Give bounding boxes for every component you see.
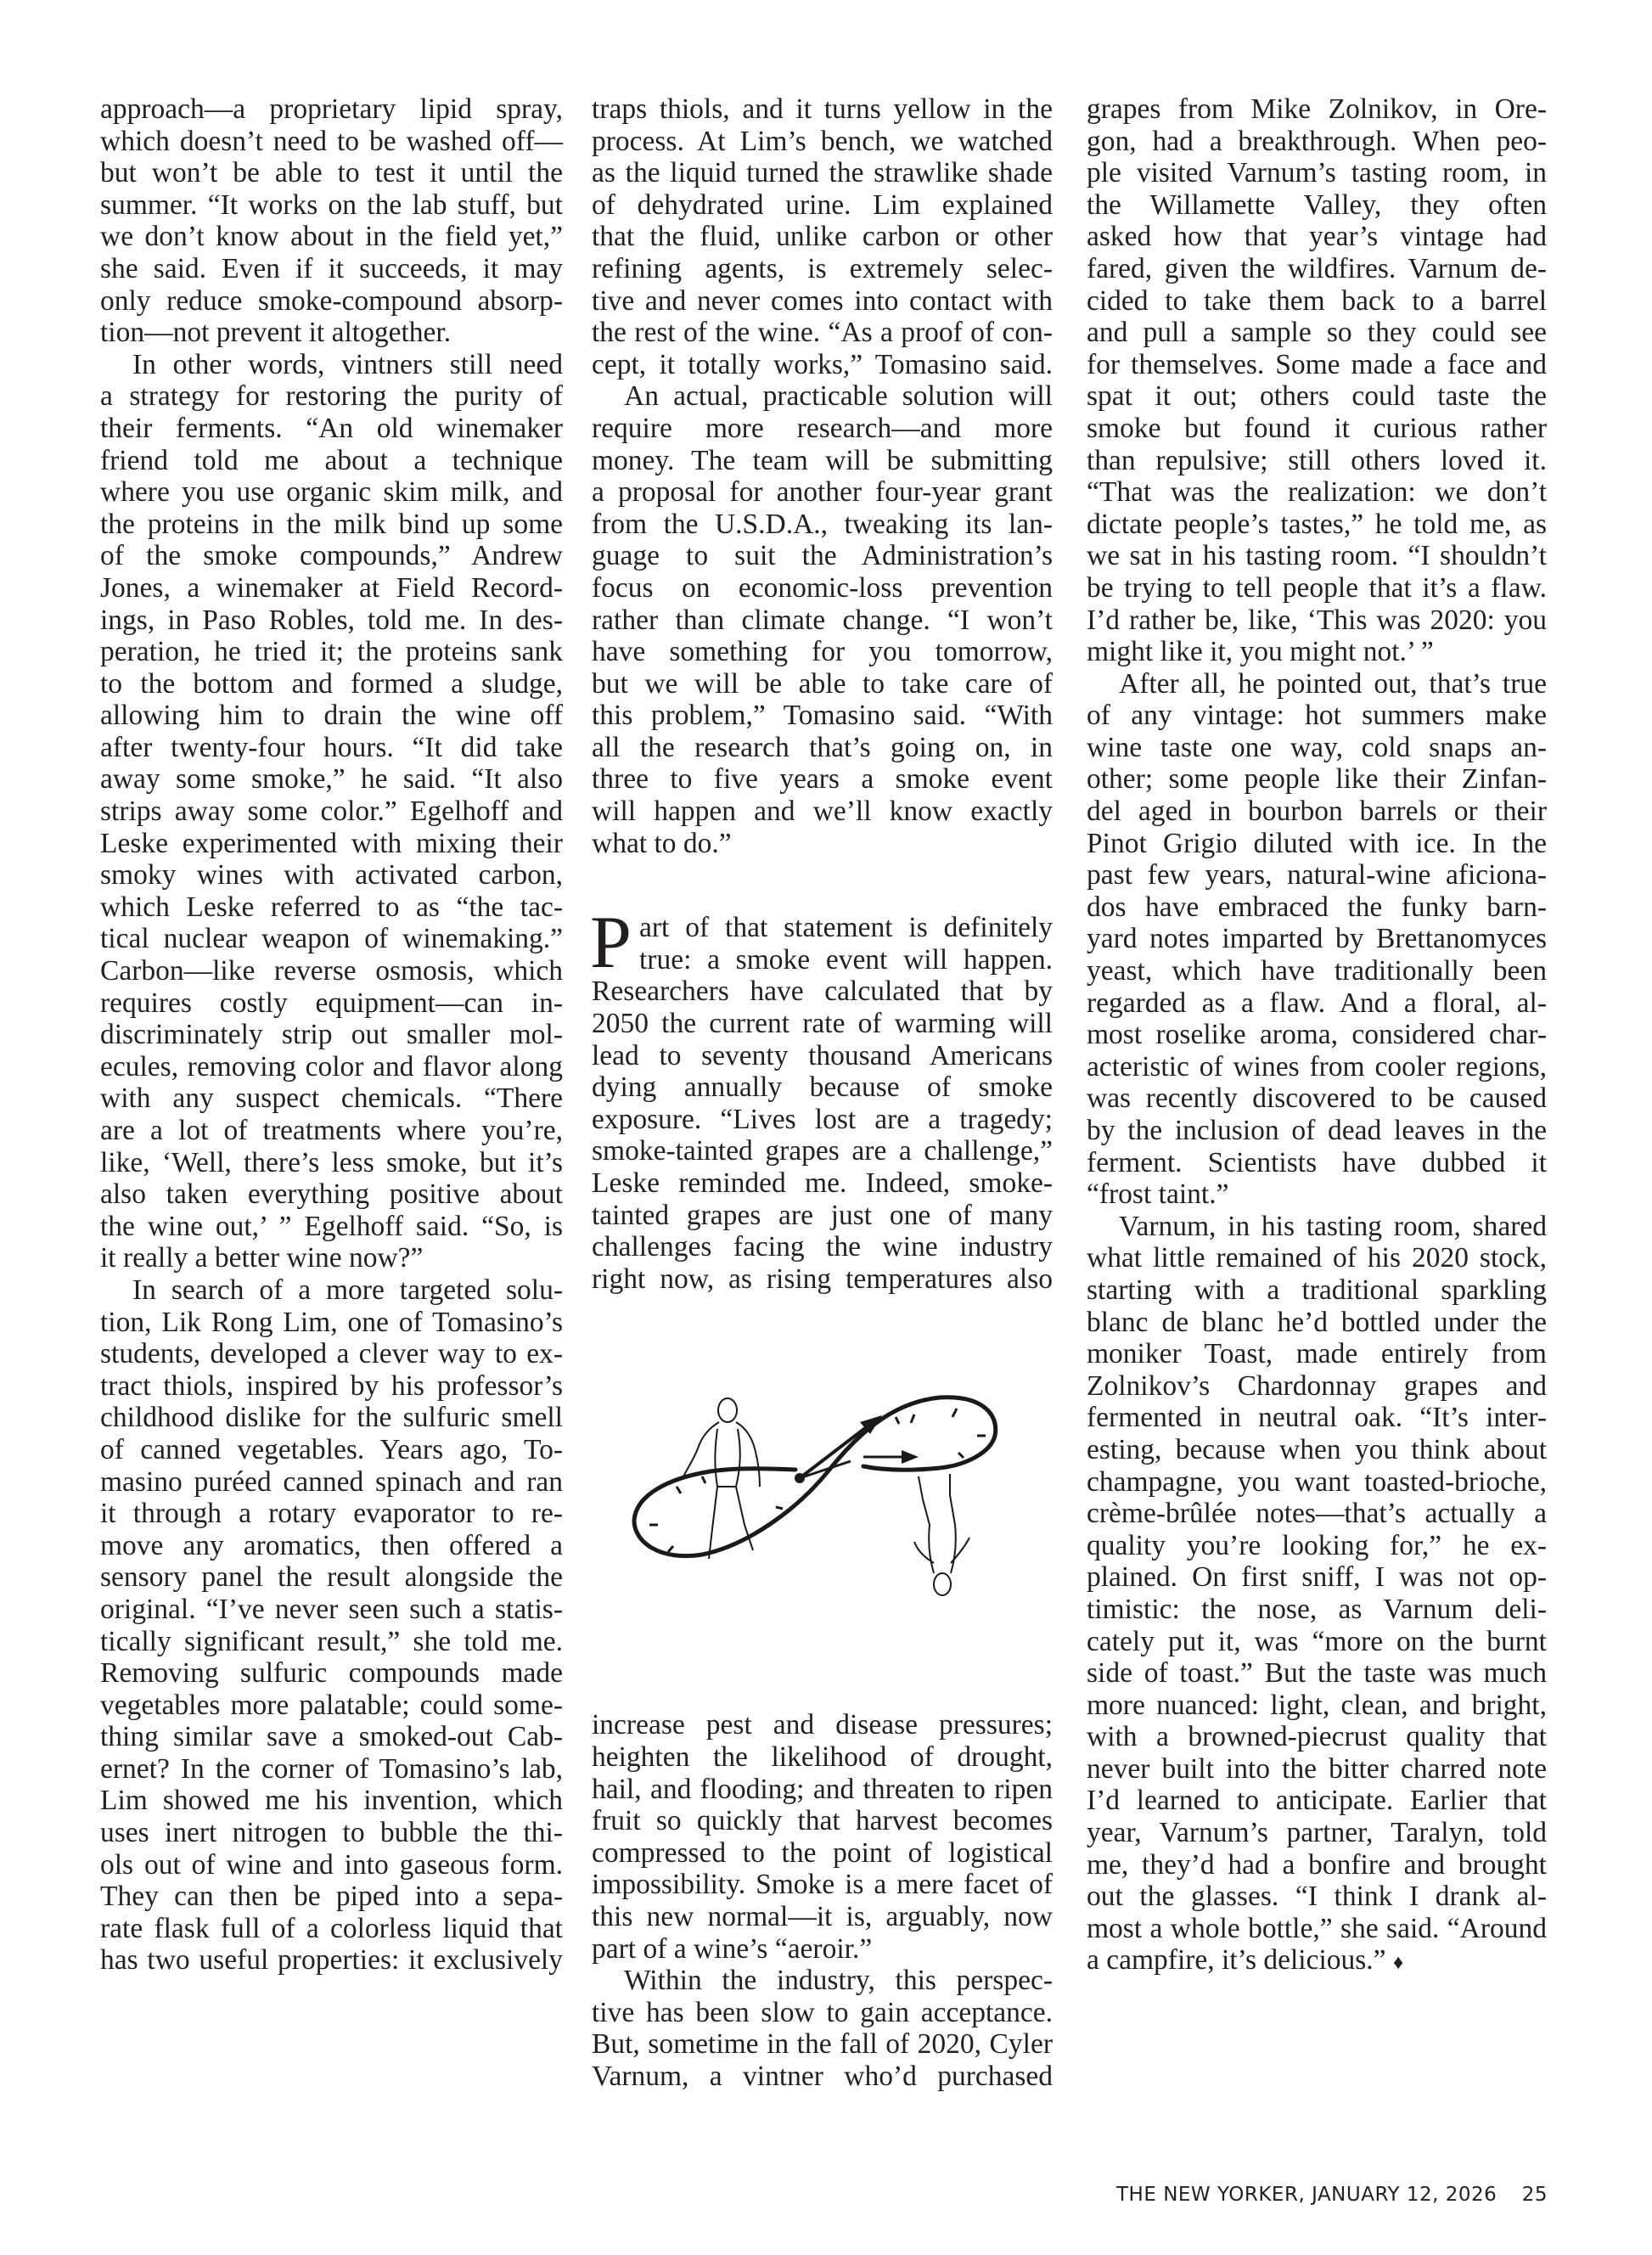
- text-line: all the research that’s going on, in: [592, 731, 1053, 763]
- text-line: I’d learned to anticipate. Earlier that: [1087, 1785, 1547, 1817]
- text-line: ferment. Scientists have dubbed it: [1087, 1146, 1547, 1178]
- text-line: of canned vegetables. Years ago, To-: [100, 1433, 563, 1465]
- text-line: process. At Lim’s bench, we watched: [592, 125, 1053, 157]
- text-line: crème-brûlée notes—that’s actually a: [1087, 1498, 1547, 1530]
- text-line: Jones, a winemaker at Field Record-: [100, 571, 563, 604]
- text-line: spat it out; others could taste the: [1087, 380, 1547, 413]
- text-line: fared, given the wildfires. Varnum de-: [1087, 252, 1547, 284]
- text-line: masino puréed canned spinach and ran: [100, 1465, 563, 1498]
- drop-cap: P: [590, 902, 632, 985]
- text-line: Leske reminded me. Indeed, smoke-: [592, 1167, 1053, 1199]
- text-line: students, developed a clever way to ex-: [100, 1338, 563, 1370]
- column-3: [1087, 93, 1547, 1977]
- column-1: [100, 93, 563, 1977]
- text-line: thing similar save a smoked-out Cab-: [100, 1721, 563, 1753]
- column-2-mid-text: [592, 976, 1053, 1295]
- text-line: like, ‘Well, there’s less smoke, but it’s: [100, 1146, 563, 1178]
- text-line: the rest of the wine. “As a proof of con-: [592, 317, 1053, 349]
- text-line: where you use organic skim milk, and: [100, 476, 563, 509]
- text-line: wine taste one way, cold snaps an-: [1087, 731, 1547, 763]
- text-line: blanc de blanc he’d bottled under the: [1087, 1306, 1547, 1338]
- text-line: have something for you tomorrow,: [592, 636, 1053, 668]
- text-line: for themselves. Some made a face and: [1087, 348, 1547, 380]
- text-line: tically significant result,” she told me.: [100, 1625, 563, 1657]
- text-line: Within the industry, this perspec-: [624, 1965, 1053, 1997]
- text-line: by the inclusion of dead leaves in the: [1087, 1115, 1547, 1146]
- text-line: vegetables more palatable; could some-: [100, 1689, 563, 1721]
- text-line: this problem,” Tomasino said. “With: [592, 700, 1053, 732]
- text-line: we don’t know about in the field yet,”: [100, 221, 563, 253]
- text-line: the proteins in the milk bind up some: [100, 508, 563, 540]
- text-line: what to do.”: [592, 827, 732, 859]
- text-line: grapes from Mike Zolnikov, in Ore-: [1087, 93, 1547, 125]
- text-line: compressed to the point of logistical: [592, 1836, 1053, 1869]
- text-line: be trying to tell people that it’s a flaw.: [1087, 571, 1547, 604]
- text-line: it through a rotary evaporator to re-: [100, 1498, 563, 1530]
- text-line: cided to take them back to a barrel: [1087, 284, 1547, 317]
- text-line: uses inert nitrogen to bubble the thi-: [100, 1817, 563, 1849]
- text-line: more nuanced: light, clean, and bright,: [1087, 1689, 1547, 1721]
- text-line: champagne, you want toasted-brioche,: [1087, 1465, 1547, 1498]
- text-line: Varnum, in his tasting room, shared: [1119, 1210, 1547, 1242]
- text-line: An actual, practicable solution will: [624, 380, 1053, 413]
- text-line: only reduce smoke-compound absorp-: [100, 284, 563, 317]
- text-line: I’d rather be, like, ‘This was 2020: you: [1087, 604, 1547, 636]
- text-line: They can then be piped into a sepa-: [100, 1881, 563, 1913]
- text-line: impossibility. Smoke is a mere facet of: [592, 1869, 1053, 1901]
- column-2-bottom-text: [592, 1709, 1053, 2092]
- text-line: ols out of wine and into gaseous form.: [100, 1848, 563, 1881]
- text-line: she said. Even if it succeeds, it may: [100, 252, 563, 284]
- text-line: strips away some color.” Egelhoff and: [100, 796, 563, 828]
- text-line: focus on economic-loss prevention: [592, 571, 1053, 604]
- text-line: “That was the realization: we don’t: [1087, 476, 1547, 509]
- text-line: past few years, natural-wine aficiona-: [1087, 859, 1547, 891]
- text-line: ecules, removing color and flavor along: [100, 1050, 563, 1083]
- text-line: side of toast.” But the taste was much: [1087, 1657, 1547, 1690]
- text-line: a proposal for another four-year grant: [592, 476, 1053, 509]
- text-line: lead to seventy thousand Americans: [592, 1039, 1053, 1071]
- text-line: to the bottom and formed a sludge,: [100, 667, 563, 700]
- text-line: than repulsive; still others loved it.: [1087, 444, 1547, 476]
- text-line: childhood dislike for the sulfuric smell: [100, 1402, 563, 1434]
- text-line: what little remained of his 2020 stock,: [1087, 1242, 1547, 1274]
- infinity-clock-illustration-icon: [617, 1351, 1025, 1631]
- text-line: might like it, you might not.’ ”: [1087, 636, 1434, 668]
- text-line: from the U.S.D.A., tweaking its lan-: [592, 508, 1053, 540]
- text-line: fruit so quickly that harvest becomes: [592, 1805, 1053, 1837]
- text-line: plained. On first sniff, I was not op-: [1087, 1561, 1547, 1594]
- text-line: money. The team will be submitting: [592, 444, 1053, 476]
- text-line: most a whole bottle,” she said. “Around: [1087, 1912, 1547, 1944]
- text-line: of dehydrated urine. Lim explained: [592, 188, 1053, 221]
- text-line: traps thiols, and it turns yellow in the: [592, 93, 1053, 125]
- text-line: the Willamette Valley, they often: [1087, 188, 1547, 221]
- dropcap-paragraph-line-2: true: a smoke event will happen.: [639, 943, 1053, 976]
- text-line: tract thiols, inspired by his professor’s: [100, 1369, 563, 1402]
- text-line: In other words, vintners still need: [132, 348, 563, 380]
- page-number: 25: [1521, 2184, 1548, 2206]
- text-line: as the liquid turned the strawlike shade: [592, 157, 1053, 189]
- text-line: year, Varnum’s partner, Taralyn, told: [1087, 1817, 1547, 1849]
- text-line: away some smoke,” he said. “It also: [100, 763, 563, 796]
- text-line: will happen and we’ll know exactly: [592, 796, 1053, 828]
- text-line: Leske experimented with mixing their: [100, 827, 563, 859]
- text-line: quality you’re looking for,” he ex-: [1087, 1529, 1547, 1561]
- text-line: ernet? In the corner of Tomasino’s lab,: [100, 1752, 563, 1785]
- text-line: In search of a more targeted solu-: [132, 1274, 563, 1306]
- text-line: right now, as rising temperatures also: [592, 1262, 1053, 1295]
- text-line: approach—a proprietary lipid spray,: [100, 93, 563, 125]
- text-line: After all, he pointed out, that’s true: [1119, 667, 1547, 700]
- text-line: dictate people’s tastes,” he told me, as: [1087, 508, 1547, 540]
- text-line: 2050 the current rate of warming will: [592, 1008, 1053, 1040]
- text-line: peration, he tried it; the proteins sank: [100, 636, 563, 668]
- text-line: their ferments. “An old winemaker: [100, 412, 563, 444]
- text-line: tive and never comes into contact with: [592, 284, 1053, 317]
- text-line: moniker Toast, made entirely from: [1087, 1338, 1547, 1370]
- text-line: dos have embraced the funky barn-: [1087, 891, 1547, 923]
- spot-illustration: [592, 1295, 1053, 1709]
- text-line: three to five years a smoke event: [592, 763, 1053, 796]
- text-line: of any vintage: hot summers make: [1087, 700, 1547, 732]
- text-line: this new normal—it is, arguably, now: [592, 1900, 1053, 1932]
- text-line: most roselike aroma, considered char-: [1087, 1019, 1547, 1051]
- text-line: increase pest and disease pressures;: [592, 1709, 1053, 1741]
- text-line: discriminately strip out smaller mol-: [100, 1019, 563, 1051]
- section-break: [592, 859, 1053, 912]
- text-line: gon, had a breakthrough. When peo-: [1087, 125, 1547, 157]
- text-line: with any suspect chemicals. “There: [100, 1083, 563, 1115]
- text-line: and pull a sample so they could see: [1087, 317, 1547, 349]
- text-line: tion, Lik Rong Lim, one of Tomasino’s: [100, 1306, 563, 1338]
- text-line: smoke-tainted grapes are a challenge,”: [592, 1135, 1053, 1167]
- text-line: which doesn’t need to be washed off—: [100, 125, 563, 157]
- text-line: tical nuclear weapon of winemaking.”: [100, 923, 563, 955]
- text-line: Carbon—like reverse osmosis, which: [100, 955, 563, 987]
- publication-folio: THE NEW YORKER, JANUARY 12, 2026: [1116, 2184, 1497, 2206]
- text-line: heighten the likelihood of drought,: [592, 1740, 1053, 1773]
- dropcap-paragraph-line-1: P art of that statement is definitely: [590, 902, 1053, 985]
- text-line: acteristic of wines from cooler regions,: [1087, 1050, 1547, 1083]
- text-line: cept, it totally works,” Tomasino said.: [592, 348, 1053, 380]
- text-line: yard notes imparted by Brettanomyces: [1087, 923, 1547, 955]
- text-line: never built into the bitter charred note: [1087, 1752, 1547, 1785]
- text-line: Zolnikov’s Chardonnay grapes and: [1087, 1369, 1547, 1402]
- text-line: has two useful properties: it exclusively: [100, 1944, 563, 1977]
- text-line: Pinot Grigio diluted with ice. In the: [1087, 827, 1547, 859]
- text-line: cately put it, was “more on the burnt: [1087, 1625, 1547, 1657]
- text-line: fermented in neutral oak. “It’s inter-: [1087, 1402, 1547, 1434]
- text-line: part of a wine’s “aeroir.”: [592, 1932, 873, 1965]
- text-line: requires costly equipment—can in-: [100, 987, 563, 1019]
- text-line: of the smoke compounds,” Andrew: [100, 540, 563, 572]
- text-line: timistic: the nose, as Varnum deli-: [1087, 1593, 1547, 1625]
- text-line: also taken everything positive about: [100, 1178, 563, 1211]
- text-line: out the glasses. “I think I drank al-: [1087, 1881, 1547, 1913]
- text-line: the wine out,’ ” Egelhoff said. “So, is: [100, 1210, 563, 1242]
- text-line: move any aromatics, then offered a: [100, 1529, 563, 1561]
- text-line: a strategy for restoring the purity of: [100, 380, 563, 413]
- text-line: are a lot of treatments where you’re,: [100, 1115, 563, 1146]
- text-line: Removing sulfuric compounds made: [100, 1657, 563, 1690]
- text-line: refining agents, is extremely selec-: [592, 252, 1053, 284]
- text-line: esting, because when you think about: [1087, 1433, 1547, 1465]
- end-mark-icon: ♦: [1392, 1952, 1404, 1975]
- text-line: hail, and flooding; and threaten to ripen: [592, 1773, 1053, 1805]
- text-line: ings, in Paso Robles, told me. In des-: [100, 604, 563, 636]
- text-line: that the fluid, unlike carbon or other: [592, 221, 1053, 253]
- text-line: smoky wines with activated carbon,: [100, 859, 563, 891]
- column-2-top-text: [592, 93, 1053, 859]
- text-line: but we will be able to take care of: [592, 667, 1053, 700]
- text-line: Varnum, a vintner who’d purchased: [592, 2060, 1053, 2092]
- text-line: friend told me about a technique: [100, 444, 563, 476]
- text-line: ple visited Varnum’s tasting room, in: [1087, 157, 1547, 189]
- text-line: Researchers have calculated that by: [592, 976, 1053, 1008]
- text-line: a campfire, it’s delicious.” ♦: [1087, 1944, 1404, 1977]
- text-line: yeast, which have traditionally been: [1087, 955, 1547, 987]
- text-line: guage to suit the Administration’s: [592, 540, 1053, 572]
- text-line: original. “I’ve never seen such a statis-: [100, 1593, 563, 1625]
- text-line: smoke but found it curious rather: [1087, 412, 1547, 444]
- text-line: me, they’d had a bonfire and brought: [1087, 1848, 1547, 1881]
- text-line: after twenty-four hours. “It did take: [100, 731, 563, 763]
- text-line: sensory panel the result alongside the: [100, 1561, 563, 1594]
- text-line: “frost taint.”: [1087, 1178, 1229, 1211]
- text-line: Lim showed me his invention, which: [100, 1785, 563, 1817]
- text-line: tion—not prevent it altogether.: [100, 317, 452, 349]
- page-footer: [1116, 2184, 1548, 2206]
- text-line: exposure. “Lives lost are a tragedy;: [592, 1103, 1053, 1135]
- column-2: [592, 93, 1053, 2093]
- text-line: asked how that year’s vintage had: [1087, 221, 1547, 253]
- text-line: allowing him to drain the wine off: [100, 700, 563, 732]
- text-line: But, sometime in the fall of 2020, Cyler: [592, 2028, 1053, 2061]
- text-line: we sat in his tasting room. “I shouldn’t: [1087, 540, 1547, 572]
- text-line: with a browned-piecrust quality that: [1087, 1721, 1547, 1753]
- text-line: which Leske referred to as “the tac-: [100, 891, 563, 923]
- text-line: but won’t be able to test it until the: [100, 157, 563, 189]
- text-line: was recently discovered to be caused: [1087, 1083, 1547, 1115]
- text-line: require more research—and more: [592, 412, 1053, 444]
- text-line: rate flask full of a colorless liquid that: [100, 1912, 563, 1944]
- text-line: del aged in bourbon barrels or their: [1087, 796, 1547, 828]
- text-line: dying annually because of smoke: [592, 1071, 1053, 1104]
- text-line: tainted grapes are just one of many: [592, 1199, 1053, 1231]
- text-line: it really a better wine now?”: [100, 1242, 424, 1274]
- text-line: other; some people like their Zinfan-: [1087, 763, 1547, 796]
- text-line: challenges facing the wine industry: [592, 1231, 1053, 1263]
- text-line: regarded as a flaw. And a floral, al-: [1087, 987, 1547, 1019]
- text-line: summer. “It works on the lab stuff, but: [100, 188, 563, 221]
- text-line: rather than climate change. “I won’t: [592, 604, 1053, 636]
- text-line: starting with a traditional sparkling: [1087, 1274, 1547, 1306]
- text-line: tive has been slow to gain acceptance.: [592, 1996, 1053, 2028]
